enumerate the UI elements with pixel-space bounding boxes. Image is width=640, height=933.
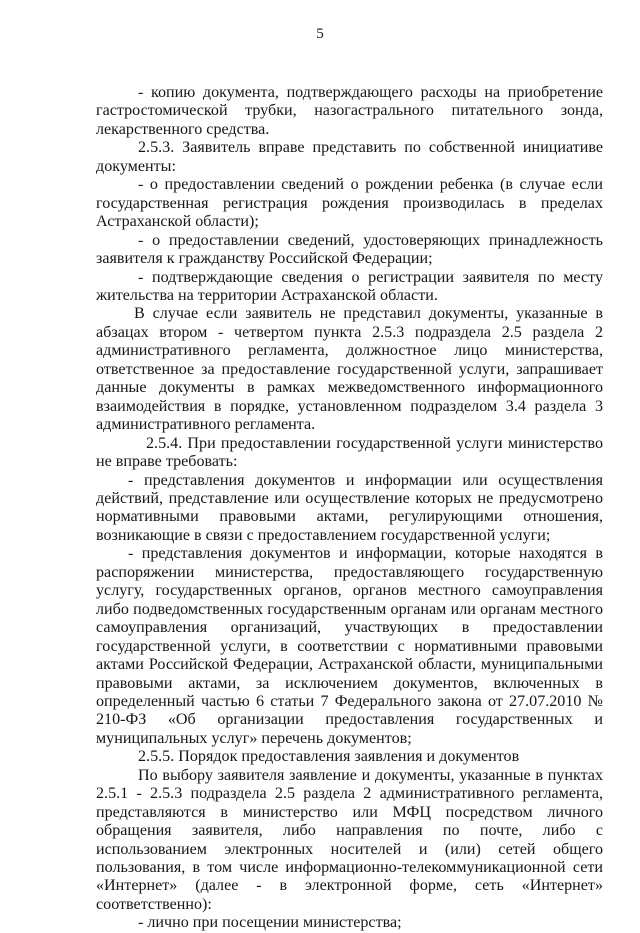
page-number: 5	[316, 26, 324, 42]
paragraph-interagency-request: В случае если заявитель не представил документы, указанные в абзацах втором - четвертом пункта 2.5.3 подраздела 2.5 раздела 2 административного регламента, должностное лицо министерства, ответственное за предоставление государственной услуги, запрашивает данные документы в рамках межведомственного информационного взаимодействия в порядке, установленном подразделом 3.4 раздела 3 административного регламента.	[96, 305, 603, 434]
paragraph-no-extra-actions: - представления документов и информации или осуществления действий, представление или осуществление которых не предусмотрено нормативными правовыми актами, регулирующими отношения, возникающие в связи с предоставлением государственной услуги;	[96, 471, 603, 544]
paragraph-no-held-documents: - представления документов и информации, которые находятся в распоряжении министерства, предоставляющего государственную услугу, государственных органов, органов местного самоуправления либо подведомственных государственным органам или органам местного самоуправления организаций, участвующих в предоставлении государственной услуги, в соответствии с нормативными правовыми актами Российской Федерации, Астраханской области, муниципальными правовыми актами, за исключением документов, включенных в определенный частью 6 статьи 7 Федерального закона от 27.07.2010 № 210-ФЗ «Об организации предоставления государственных и муниципальных услуг» перечень документов;	[96, 545, 603, 747]
paragraph-citizenship-info: - о предоставлении сведений, удостоверяющих принадлежность заявителя к гражданству Российской Федерации;	[96, 231, 603, 268]
paragraph-2-5-3-heading: 2.5.3. Заявитель вправе представить по собственной инициативе документы:	[96, 139, 603, 175]
paragraph-2-5-4-heading: 2.5.4. При предоставлении государственной услуги министерство не вправе требовать:	[96, 434, 603, 471]
paragraph-residence-info: - подтверждающие сведения о регистрации заявителя по месту жительства на территории Астраханской области.	[96, 268, 603, 304]
paragraph-2-5-5-heading: 2.5.5. Порядок предоставления заявления и документов	[138, 748, 520, 766]
paragraph-expense-docs: - копию документа, подтверждающего расходы на приобретение гастростомической трубки, назогастрального питательного зонда, лекарственного средства.	[96, 84, 603, 138]
paragraph-birth-info: - о предоставлении сведений о рождении ребенка (в случае если государственная регистрация рождения производилась в пределах Астраханской области);	[96, 176, 603, 231]
document-body	[96, 84, 603, 933]
paragraph-submission-methods: По выбору заявителя заявление и документы, указанные в пунктах 2.5.1 - 2.5.3 подраздела 2.5 раздела 2 административного регламента, представляются в министерство или МФЦ посредством личного обращения заявителя, либо направления по почте, либо с использованием электронных носителей и (или) сетей общего пользования, в том числе информационно-телекоммуникационной сети «Интернет» (далее - в электронной форме, сеть «Интернет» соответственно):	[96, 766, 603, 913]
paragraph-in-person: - лично при посещении министерства;	[138, 914, 402, 932]
